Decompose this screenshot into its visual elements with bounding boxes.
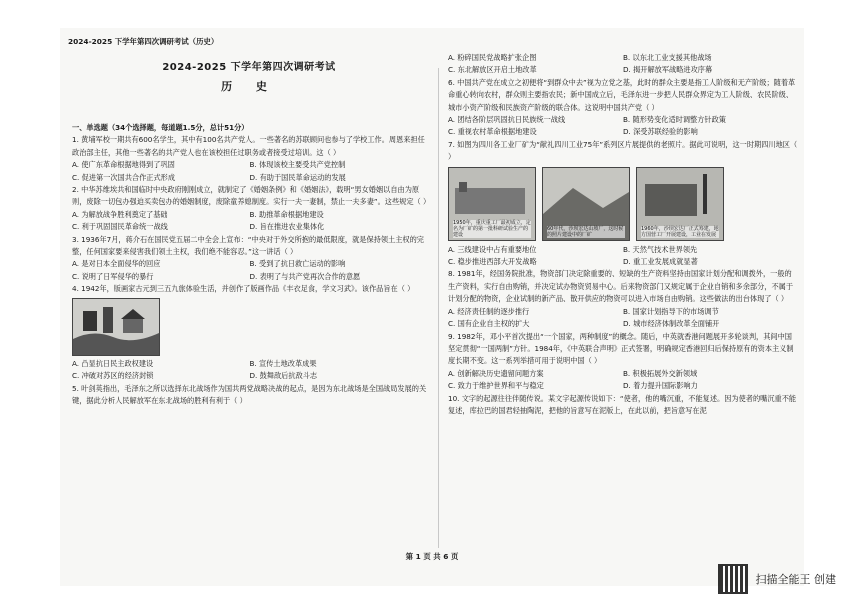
question-8: 8. 1981年，经国务院批准，物资部门决定除重要的、短缺的生产资料坚持由国家计划分配和调拨外，一般的生产资料，实行自由购销，并决定试办物资贸易中心。后来物资部门又规定属于企业自销和多余部分，不属于计划分配的物资，企业试制的新产品、散开供应的物资可以进入市场自由购销。这些做法的出台体现了（ ） (448, 269, 794, 304)
photo-caption: 1960年，沙坝宏达厂正式筹建，地方国营工厂开展建设，工业在发展 (641, 225, 719, 238)
option: C. 说明了日军侵华的暴行 (72, 271, 154, 281)
option: C. 冲破对苏区的经济封锁 (72, 371, 154, 381)
q3-options (72, 258, 427, 270)
option: D. 鼓舞敌后抗敌斗志 (249, 371, 318, 381)
photo-caption: 60年代，沙坝宏达山坡厂，这时候的照片建设中的厂矿 (547, 225, 624, 238)
scanner-watermark (718, 564, 837, 594)
exam-title: 2024-2025 下学年第四次调研考试 (162, 62, 336, 73)
option: A. 三线建设中占有重要地位 (448, 244, 537, 254)
option: B. 以东北工业支援其他战场 (623, 53, 712, 62)
page-number: 第 1 页 共 6 页 (405, 552, 459, 561)
right-column (448, 52, 798, 417)
option: C. 致力于维护世界和平与稳定 (448, 381, 544, 391)
option: A. 创新解决历史遗留问题方案 (448, 368, 544, 378)
q2-options (72, 221, 427, 233)
photo-row (448, 167, 798, 241)
question-9: 9. 1982年，邓小平首次提出“一个国家，两种制度”的概念。随后，中英就香港问题展开多轮谈判，其间中国坚定贯彻“一国两制”方针。1984年，《中英联合声明》正式签署，明确规定香港回归后保持原有的资本主义制度长期不变。这一系列举措可用于说明中国（ ） (448, 331, 794, 366)
option: A. 是对日本全面侵华的回应 (72, 259, 161, 269)
option: D. 表明了与共产党再次合作的意愿 (249, 271, 361, 281)
woodcut-illustration (73, 299, 159, 355)
historical-photo (636, 167, 724, 241)
option: A. 为解放战争胜利奠定了基础 (72, 209, 168, 219)
exam-subject: 历 史 (221, 80, 277, 93)
option: B. 体现该校主要受共产党控制 (249, 160, 346, 170)
option: B. 宣传土地改革成果 (249, 358, 317, 368)
question-3: 3. 1936年7月，蒋介石在国民党五届二中全会上宣布：“中央对于外交所抱的最低限度，就是保持领土主权的完整，任何国家要来侵害我们领土主权，我们绝不能容忍。”这一讲话（ ） (72, 234, 424, 257)
question-4: 4. 1942年，版画家古元到三五九旅体验生活，并创作了版画作品《丰衣足食，学文习武》。该作品旨在（ ） (72, 284, 415, 294)
q9-options (448, 380, 798, 392)
q5-options (448, 64, 798, 76)
option: C. 重视农村革命根据地建设 (448, 127, 537, 137)
photo-caption: 1950年，重庆重工厂最初成立，定名为厂矿的第一批科研试验生产的建设 (453, 219, 531, 238)
q1-options (72, 159, 427, 171)
option: D. 城市经济体制改革全面铺开 (623, 319, 720, 329)
option: C. 东北解放区开启土地改革 (448, 65, 537, 75)
question-10: 10. 文字的起源往往伴随传说。某文字起源传说如下：“使者，他的嘴沉重，不能复述。因为使者的嘴沉重不能复述，库拉巴的国君轻抽陶泥，把他的旨意写在泥版上，在此以前，把旨意写在泥 (448, 393, 797, 415)
option: A. 使广东革命根据地得到了巩固 (72, 160, 175, 170)
option: A. 凸显抗日民主政权建设 (72, 358, 154, 368)
option: D. 揭开解放军战略进攻序幕 (623, 65, 713, 75)
question-7: 7. 如图为四川各工业厂矿为“献礼四川工业75年”系列区片展提供的老照片。据此可说明，这一时期四川地区（ ） (448, 139, 798, 162)
q3-options (72, 271, 427, 283)
historical-photo (448, 167, 536, 241)
q7-options (448, 256, 798, 268)
scanner-label: 扫描全能王 创建 (755, 573, 836, 586)
option: A. 经济责任制的逐步推行 (448, 306, 530, 316)
question-6: 6. 中国共产党在成立之初便将“到群众中去”视为立党之基，此时的群众主要是指工人阶级和无产阶级；随着革命重心转向农村，群众则主要指农民；新中国成立后，毛泽东进一步把人民群众界定为工人阶级、农民阶级、城市小资产阶级和民族资产阶级的联合体。这说明中国共产党（ ） (448, 77, 796, 112)
option: C. 利于巩固国民革命统一战线 (72, 222, 168, 232)
q7-options (448, 244, 798, 256)
q4-options (72, 358, 427, 370)
option: B. 受到了抗日救亡运动的影响 (249, 259, 346, 269)
q9-options (448, 368, 798, 380)
option: B. 国家计划指导下的市场调节 (623, 306, 719, 316)
question-1: 1. 黄埔军校一期共有600名学生，其中有100名共产党人。一些著名的苏联顾问也参与了学校工作。周恩来担任政治部主任，其他一些著名的共产党人也在该校担任过职务或者接受过培训。这（ ） (72, 135, 425, 157)
option: D. 着力提升国际影响力 (623, 381, 698, 391)
q1-options (72, 172, 427, 184)
q2-options (72, 209, 427, 221)
option: B. 随形势变化适时调整方针政策 (623, 115, 726, 125)
question-2: 2. 中华苏维埃共和国临时中央政府刚刚成立，就制定了《婚姻条例》和《婚姻法》，载明“男女婚姻以自由为原则，废除一切包办强迫买卖包办的婚姻制度，废除童养媳制度。实行一夫一妻制，禁止一夫多妻”。这些规定（ ） (72, 185, 431, 207)
exam-header: 2024-2025 下学年第四次调研考试（历史） (68, 37, 219, 46)
option: C. 促进第一次国共合作正式形成 (72, 172, 176, 182)
option: D. 有助于国民革命运动的发展 (249, 172, 346, 182)
option: B. 积极拓展外交新领域 (623, 368, 698, 378)
exam-sheet (60, 28, 804, 586)
section-heading: 一、单选题（34个选择题，每道题1.5分，总计51分） (72, 123, 249, 132)
historical-photo (542, 167, 630, 241)
q5-options (448, 52, 798, 64)
option: D. 旨在推进农业集体化 (249, 222, 325, 232)
qr-code-icon (718, 564, 748, 594)
option: C. 国有企业自主权的扩大 (448, 319, 530, 329)
option: D. 重工业发展成就显著 (623, 257, 698, 267)
q8-options (448, 318, 798, 330)
option: B. 天然气技术世界领先 (623, 244, 698, 254)
q6-options (448, 114, 798, 126)
woodcut-print-image (72, 298, 160, 356)
option: B. 助推革命根据地建设 (249, 209, 324, 219)
option: C. 稳步推进西部大开发战略 (448, 257, 537, 267)
q8-options (448, 306, 798, 318)
column-divider (438, 68, 439, 548)
option: A. 粉碎国民党战略扩张企图 (448, 53, 537, 62)
q6-options (448, 126, 798, 138)
question-5: 5. 叶剑英指出，毛泽东之所以选择东北战场作为国共两党战略决战的起点，是因为东北战场是全国战局发展的关键，据此分析人民解放军在东北战场的胜利有利于（ ） (72, 383, 427, 405)
option: A. 团结各阶层巩固抗日民族统一战线 (448, 115, 566, 125)
option: D. 深受苏联经验的影响 (623, 127, 698, 137)
q4-options (72, 370, 427, 382)
left-column (72, 122, 431, 407)
